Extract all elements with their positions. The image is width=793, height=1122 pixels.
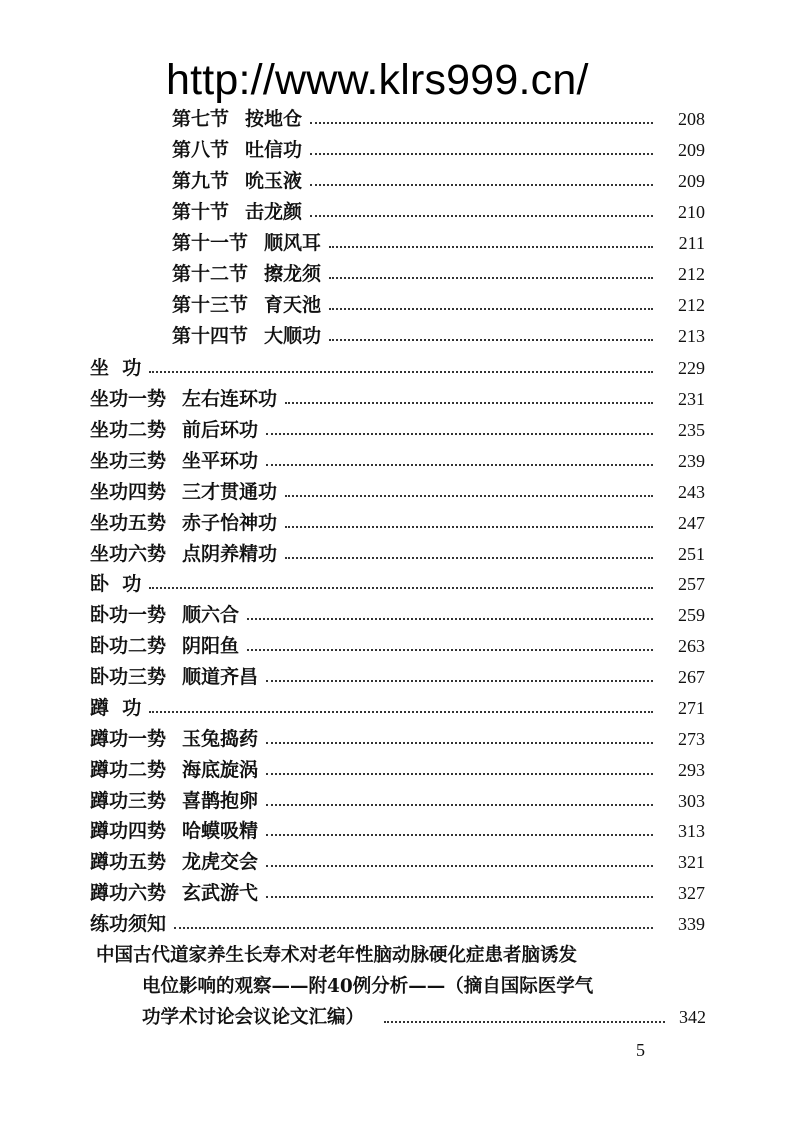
dot-leader — [149, 369, 653, 373]
toc-page: 210 — [678, 202, 705, 222]
toc-entry — [90, 570, 705, 598]
toc-title: 点阴养精功 — [182, 543, 278, 565]
toc-entry — [90, 756, 705, 784]
toc-page: 208 — [678, 109, 705, 129]
dot-leader — [329, 275, 653, 279]
toc-entry — [90, 354, 705, 382]
toc-page: 273 — [678, 729, 705, 749]
dot-leader — [310, 213, 653, 217]
toc-page: 313 — [678, 821, 705, 841]
toc-section: 第十四节 — [172, 325, 249, 347]
toc-page: 239 — [678, 451, 705, 471]
toc-entry — [90, 663, 705, 691]
dot-leader — [247, 647, 653, 651]
toc-entry — [172, 167, 705, 195]
toc-page: 259 — [678, 605, 705, 625]
toc-section: 卧功一势 — [90, 604, 167, 626]
toc-title: 玄武游弋 — [182, 882, 259, 904]
dot-leader — [329, 337, 653, 341]
toc-entry — [90, 848, 705, 876]
toc-section: 坐功六势 — [90, 543, 167, 565]
toc-entry — [90, 725, 705, 753]
toc-title: 前后环功 — [182, 419, 259, 441]
toc-title: 三才贯通功 — [182, 481, 278, 503]
toc-page: 339 — [678, 914, 705, 934]
dot-leader — [329, 244, 653, 248]
dot-leader — [285, 524, 653, 528]
toc-title: 擦龙须 — [264, 263, 322, 285]
page-number: 5 — [636, 1040, 645, 1060]
dot-leader — [266, 431, 653, 435]
toc-section: 坐功五势 — [90, 512, 167, 534]
toc-title: 赤子怡神功 — [182, 512, 278, 534]
toc-entry — [90, 601, 705, 629]
toc-title: 龙虎交会 — [182, 851, 259, 873]
toc-entry — [172, 105, 705, 133]
toc-section: 第十二节 — [172, 263, 249, 285]
toc-entry — [172, 198, 705, 226]
dot-leader — [266, 740, 653, 744]
toc-entry — [90, 879, 705, 907]
toc-page: 321 — [678, 852, 705, 872]
toc-section: 卧 功 — [90, 573, 142, 595]
toc-title: 顺风耳 — [264, 232, 322, 254]
toc-entry — [172, 260, 705, 288]
dot-leader — [149, 709, 653, 713]
dot-leader — [329, 306, 653, 310]
toc-page: 209 — [678, 171, 705, 191]
dot-leader — [384, 1019, 665, 1023]
toc-page: 293 — [678, 760, 705, 780]
toc-page: 212 — [678, 264, 705, 284]
dot-leader — [266, 462, 653, 466]
toc-page: 212 — [678, 295, 705, 315]
dot-leader — [266, 894, 653, 898]
toc-entry — [172, 322, 705, 350]
toc-title: 顺道齐昌 — [182, 666, 259, 688]
toc-page: 231 — [678, 389, 705, 409]
toc-entry — [90, 385, 705, 413]
toc-page: 251 — [678, 544, 705, 564]
toc-page: 211 — [678, 233, 705, 253]
toc-title: 左右连环功 — [182, 388, 278, 410]
toc-page: 303 — [678, 791, 705, 811]
essay-title-line: 中国古代道家养生长寿术对老年性脑动脉硬化症患者脑诱发 — [96, 945, 578, 966]
toc-title: 哈蟆吸精 — [182, 820, 259, 842]
dot-leader — [285, 400, 653, 404]
dot-leader — [310, 120, 653, 124]
toc-title: 玉兔捣药 — [182, 728, 259, 750]
toc-section: 蹲功六势 — [90, 882, 167, 904]
toc-title: 吮玉液 — [245, 170, 303, 192]
toc-entry — [90, 632, 705, 660]
toc-page: 263 — [678, 636, 705, 656]
toc-section: 第十一节 — [172, 232, 249, 254]
toc-entry — [90, 787, 705, 815]
dot-leader — [310, 182, 653, 186]
toc-title: 阴阳鱼 — [182, 635, 240, 657]
toc-entry — [90, 540, 705, 568]
toc-section: 第十三节 — [172, 294, 249, 316]
dot-leader — [266, 863, 653, 867]
toc-section: 卧功三势 — [90, 666, 167, 688]
essay-title-line: 功学术讨论会议论文汇编） — [142, 1007, 365, 1028]
dot-leader — [285, 493, 653, 497]
toc-title: 大顺功 — [264, 325, 322, 347]
essay-title-last-line — [96, 1002, 706, 1033]
toc-page: 342 — [679, 1007, 706, 1027]
toc-section: 坐功一势 — [90, 388, 167, 410]
dot-leader — [310, 151, 653, 155]
toc-essay-entry — [96, 940, 706, 1033]
dot-leader — [174, 925, 653, 929]
toc-title: 吐信功 — [245, 139, 303, 161]
toc-page: 243 — [678, 482, 705, 502]
dot-leader — [266, 802, 653, 806]
toc-section: 坐功四势 — [90, 481, 167, 503]
toc-section: 蹲功三势 — [90, 790, 167, 812]
toc-page: 257 — [678, 574, 705, 594]
toc-entry — [172, 136, 705, 164]
dot-leader — [247, 616, 653, 620]
toc-page: 235 — [678, 420, 705, 440]
toc-page: 267 — [678, 667, 705, 687]
toc-entry — [90, 817, 705, 845]
toc-title: 按地仓 — [245, 108, 303, 130]
toc-title: 坐平环功 — [182, 450, 259, 472]
toc-page: 229 — [678, 358, 705, 378]
toc-title: 顺六合 — [182, 604, 240, 626]
toc-section: 坐功二势 — [90, 419, 167, 441]
toc-section: 第九节 — [172, 170, 230, 192]
toc-entry — [90, 509, 705, 537]
toc-section: 第七节 — [172, 108, 230, 130]
toc-section: 第十节 — [172, 201, 230, 223]
toc-section: 卧功二势 — [90, 635, 167, 657]
dot-leader — [149, 585, 653, 589]
toc-entry — [90, 447, 705, 475]
dot-leader — [266, 678, 653, 682]
toc-title: 喜鹊抱卵 — [182, 790, 259, 812]
toc-section: 第八节 — [172, 139, 230, 161]
toc-title: 击龙颜 — [245, 201, 303, 223]
dot-leader — [266, 771, 653, 775]
watermark-url: http://www.klrs999.cn/ — [166, 56, 589, 104]
toc-entry — [172, 291, 705, 319]
toc-page: 213 — [678, 326, 705, 346]
toc-entry — [172, 229, 705, 257]
toc-entry — [90, 910, 705, 938]
toc-section: 练功须知 — [90, 913, 167, 935]
toc-title: 育天池 — [264, 294, 322, 316]
toc-page: 327 — [678, 883, 705, 903]
toc-page: 271 — [678, 698, 705, 718]
toc-section: 蹲功五势 — [90, 851, 167, 873]
toc-page: 247 — [678, 513, 705, 533]
toc-section: 蹲功四势 — [90, 820, 167, 842]
toc-section: 坐 功 — [90, 357, 142, 379]
toc-title: 海底旋涡 — [182, 759, 259, 781]
dot-leader — [285, 555, 653, 559]
dot-leader — [266, 832, 653, 836]
toc-section: 蹲功一势 — [90, 728, 167, 750]
toc-page: 209 — [678, 140, 705, 160]
toc-section: 蹲功二势 — [90, 759, 167, 781]
toc-entry — [90, 478, 705, 506]
toc-section: 坐功三势 — [90, 450, 167, 472]
toc-entry — [90, 694, 705, 722]
toc-section: 蹲 功 — [90, 697, 142, 719]
essay-title-line: 电位影响的观察——附40例分析——（摘自国际医学气 — [142, 976, 594, 997]
toc-entry — [90, 416, 705, 444]
